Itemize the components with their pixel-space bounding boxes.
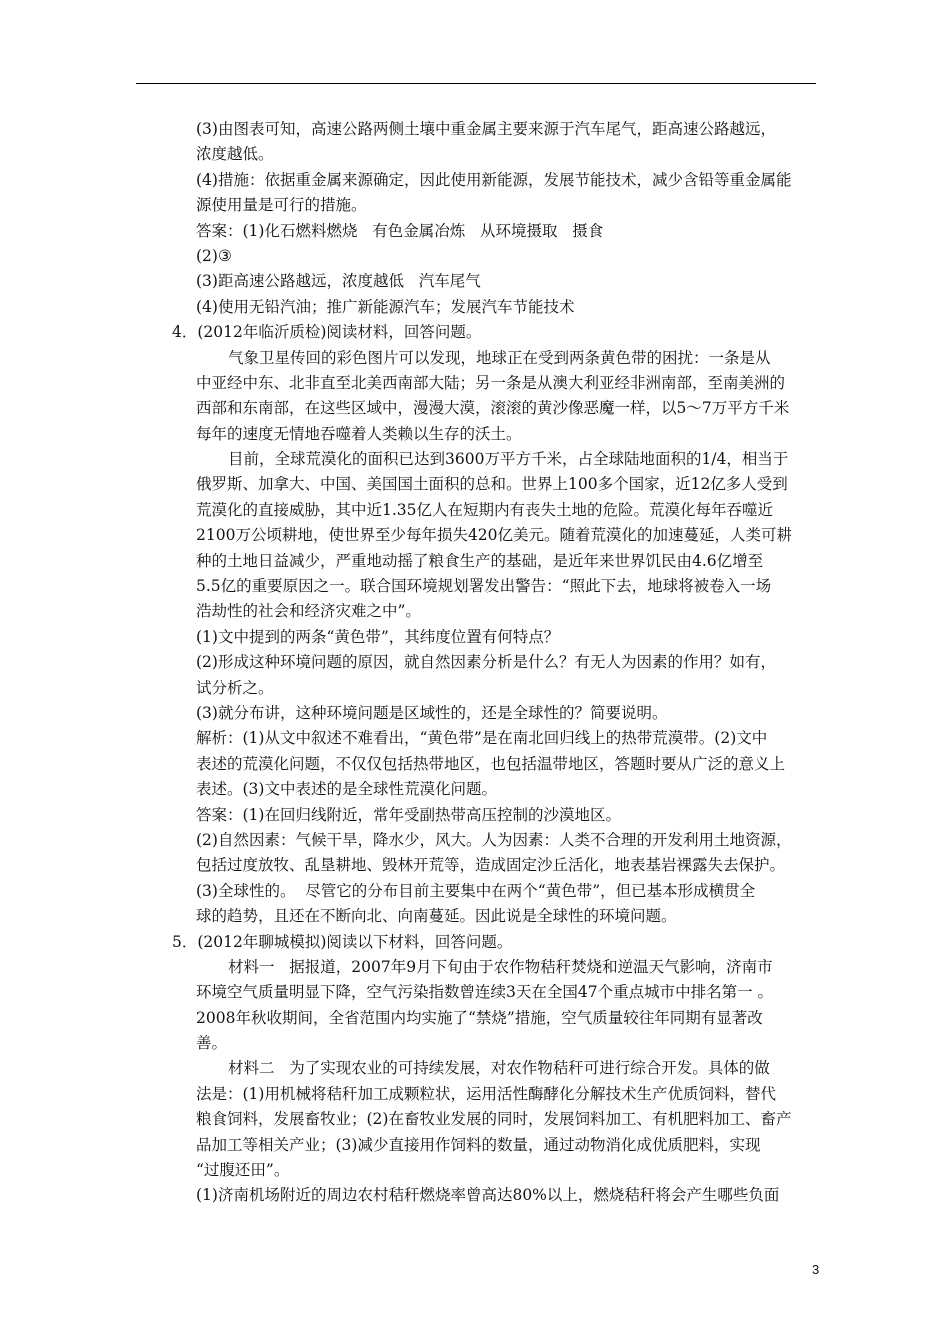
text-line: 浓度越低。 <box>196 145 274 164</box>
paragraph-line: 气象卫星传回的彩色图片可以发现，地球正在受到两条黄色带的困扰：一条是从 <box>228 348 771 367</box>
page-number: 3 <box>812 1262 820 1277</box>
question-4-heading: 4．(2012年临沂质检)阅读材料，回答问题。 <box>172 323 482 342</box>
answer-line: (3)全球性的。 尽管它的分布目前主要集中在两个“黄色带”，但已基本形成横贯全 <box>196 881 756 900</box>
sub-question: (1)文中提到的两条“黄色带”，其纬度位置有何特点？ <box>196 627 560 646</box>
answer-line: (2)自然因素：气候干旱，降水少，风大。人为因素：人类不合理的开发利用土地资源， <box>196 830 792 849</box>
answer-line: 球的趋势，且还在不断向北、向南蔓延。因此说是全球性的环境问题。 <box>196 907 677 926</box>
sub-question: (1)济南机场附近的周边农村秸秆燃烧率曾高达80%以上，燃烧秸秆将会产生哪些负面 <box>196 1186 780 1205</box>
text-line: (2)③ <box>196 246 232 265</box>
question-5-heading: 5．(2012年聊城模拟)阅读以下材料，回答问题。 <box>172 932 513 951</box>
material-line: 粮食饲料，发展畜牧业；(2)在畜牧业发展的同时，发展饲料加工、有机肥料加工、畜产 <box>196 1110 792 1129</box>
material-line: 环境空气质量明显下降，空气污染指数曾连续3天在全国47个重点城市中排名第一 。 <box>196 983 774 1002</box>
material-line: 材料一 据报道，2007年9月下旬由于农作物秸秆焚烧和逆温天气影响，济南市 <box>228 957 773 976</box>
analysis-line: 表述。(3)文中表述的是全球性荒漠化问题。 <box>196 780 497 799</box>
paragraph-line: 中亚经中东、北非直至北美西南部大陆；另一条是从澳大利亚经非洲南部，至南美洲的 <box>196 373 786 392</box>
text-line: 源使用量是可行的措施。 <box>196 196 367 215</box>
paragraph-line: 种的土地日益减少，严重地动摇了粮食生产的基础，是近年来世界饥民由4.6亿增至 <box>196 551 764 570</box>
material-line: “过腹还田”。 <box>196 1161 290 1180</box>
material-line: 法是：(1)用机械将秸秆加工成颗粒状，运用活性酶酵化分解技术生产优质饲料，替代 <box>196 1084 776 1103</box>
answer-line: 答案：(1)化石燃料燃烧 有色金属冶炼 从环境摄取 摄食 <box>196 221 604 240</box>
text-line: (3)由图表可知，高速公路两侧土壤中重金属主要来源于汽车尾气，距高速公路越远， <box>196 120 776 138</box>
paragraph-line: 荒漠化的直接威胁，其中近1.35亿人在短期内有丧失土地的危险。荒漠化每年吞噬近 <box>196 500 774 519</box>
text-line: (4)使用无铅汽油；推广新能源汽车；发展汽车节能技术 <box>196 297 575 316</box>
text-line: (4)措施：依据重金属来源确定，因此使用新能源，发展节能技术，减少含铅等重金属能 <box>196 170 792 189</box>
paragraph-line: 俄罗斯、加拿大、中国、美国国土面积的总和。世界上100多个国家，近12亿多人受到 <box>196 475 788 494</box>
analysis-line: 表述的荒漠化问题，不仅仅包括热带地区，也包括温带地区，答题时要从广泛的意义上 <box>196 754 786 773</box>
paragraph-line: 浩劫性的社会和经济灾难之中”。 <box>196 602 421 621</box>
analysis-line: 解析：(1)从文中叙述不难看出，“黄色带”是在南北回归线上的热带荒漠带。(2)文中 <box>196 729 768 748</box>
paragraph-line: 每年的速度无情地吞噬着人类赖以生存的沃土。 <box>196 424 522 443</box>
paragraph-line: 2100万公顷耕地，使世界至少每年损失420亿美元。随着荒漠化的加速蔓延，人类可耕 <box>196 526 793 545</box>
material-line: 2008年秋收期间，全省范围内均实施了“禁烧”措施，空气质量较往年同期有显著改 <box>196 1008 763 1027</box>
sub-question: 试分析之。 <box>196 678 274 697</box>
paragraph-line: 西部和东南部，在这些区域中，漫漫大漠，滚滚的黄沙像恶魔一样，以5～7万平方千米 <box>196 399 790 418</box>
answer-line: 答案：(1)在回归线附近，常年受副热带高压控制的沙漠地区。 <box>196 805 621 824</box>
paragraph-line: 目前，全球荒漠化的面积已达到3600万平方千米，占全球陆地面积的1/4，相当于 <box>228 450 789 469</box>
material-line: 品加工等相关产业；(3)减少直接用作饲料的数量，通过动物消化成优质肥料，实现 <box>196 1135 761 1154</box>
material-line: 善。 <box>196 1034 228 1053</box>
page-body <box>172 117 821 1209</box>
header-rule <box>136 83 816 84</box>
answer-line: 包括过度放牧、乱垦耕地、毁林开荒等，造成固定沙丘活化，地表基岩裸露失去保护。 <box>196 856 786 875</box>
paragraph-line: 5.5亿的重要原因之一。联合国环境规划署发出警告：“照此下去，地球将被卷入一场 <box>196 577 772 596</box>
sub-question: (2)形成这种环境问题的原因，就自然因素分析是什么？有无人为因素的作用？如有， <box>196 653 776 672</box>
material-line: 材料二 为了实现农业的可持续发展，对农作物秸秆可进行综合开发。具体的做 <box>228 1059 770 1078</box>
sub-question: (3)就分布讲，这种环境问题是区域性的，还是全球性的？简要说明。 <box>196 703 668 722</box>
text-line: (3)距高速公路越远，浓度越低 汽车尾气 <box>196 272 481 291</box>
